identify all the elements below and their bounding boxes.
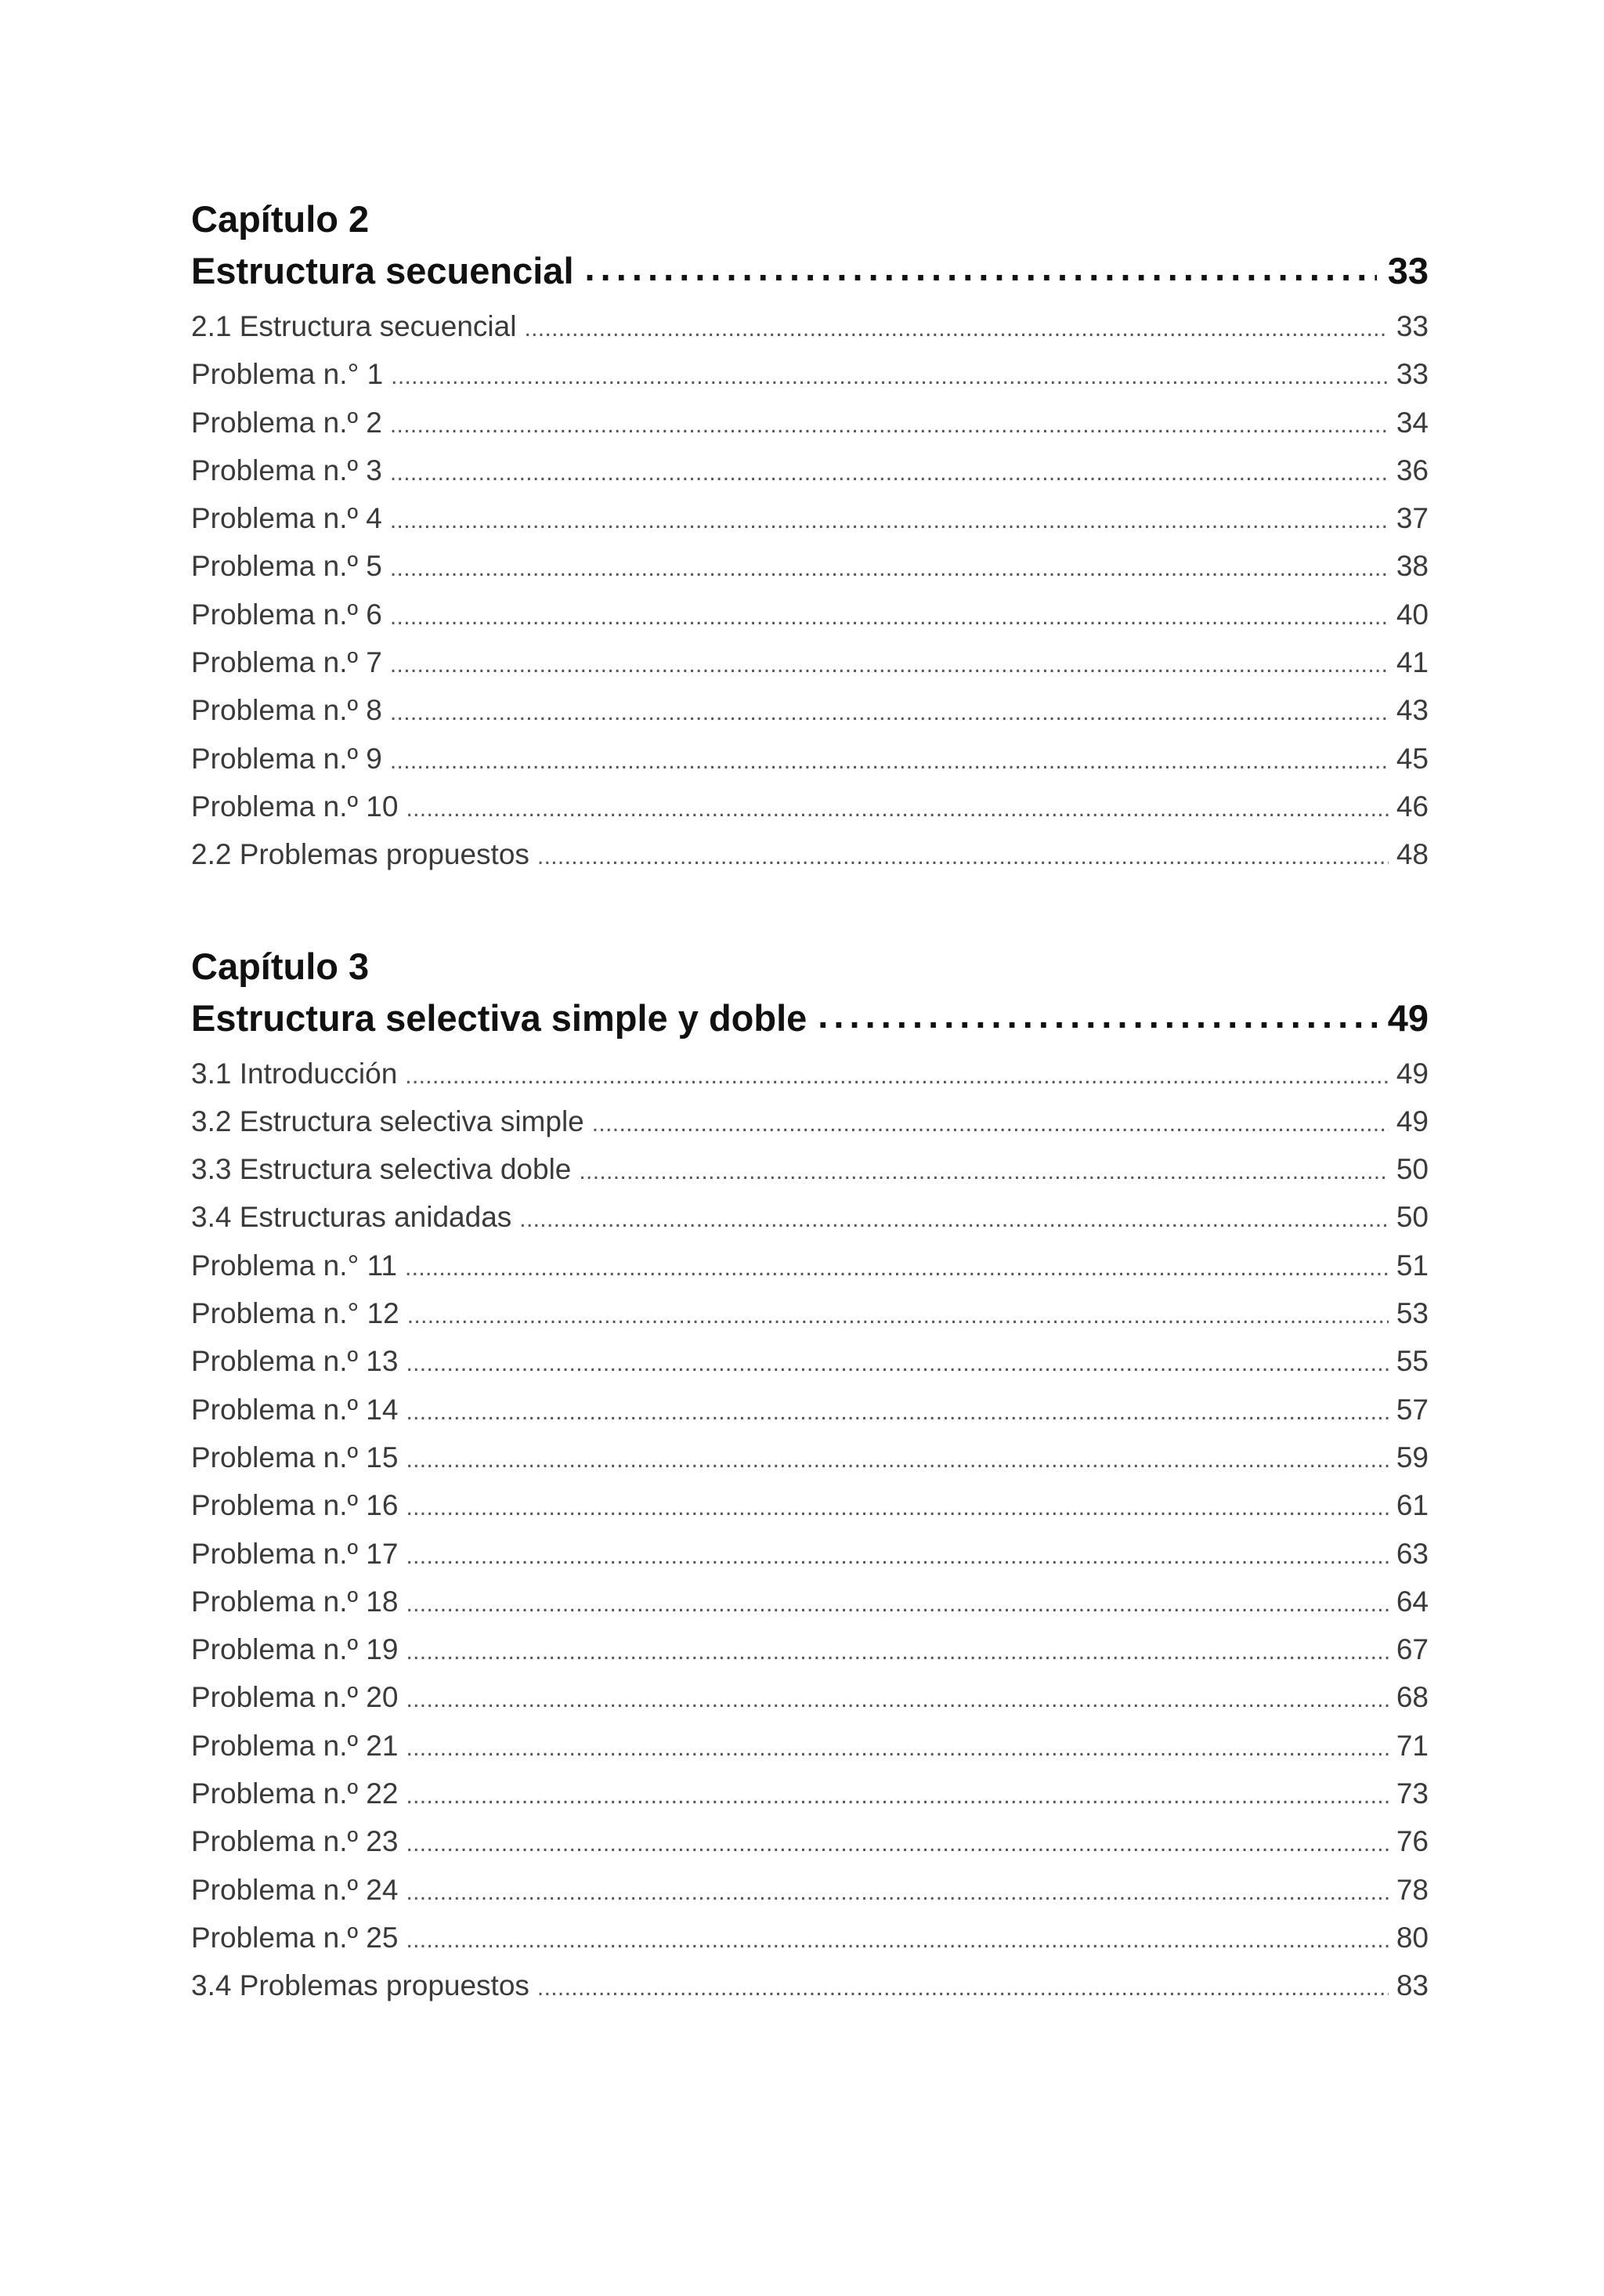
entry-page-number: 41 (1396, 646, 1429, 679)
dot-leader (390, 736, 1389, 784)
toc-entry[interactable] (191, 544, 1429, 591)
entry-page-number: 73 (1396, 1777, 1429, 1810)
entry-label: Problema n.º 4 (191, 502, 382, 535)
dot-leader (406, 1868, 1388, 1915)
toc-entry[interactable] (191, 640, 1429, 688)
entry-label: Problema n.º 6 (191, 598, 382, 631)
toc-entry[interactable] (191, 1915, 1429, 1963)
entry-label: Problema n.º 3 (191, 454, 382, 486)
dot-leader (585, 241, 1377, 295)
entry-page-number: 59 (1396, 1441, 1429, 1473)
entry-page-number: 57 (1396, 1393, 1429, 1426)
entry-label: Problema n.º 14 (191, 1393, 399, 1426)
entry-page-number: 33 (1396, 358, 1429, 391)
entry-label: Problema n.º 16 (191, 1489, 399, 1522)
toc-entry[interactable] (191, 1483, 1429, 1531)
entry-page-number: 67 (1396, 1633, 1429, 1666)
entry-label: 2.1 Estructura secuencial (191, 310, 517, 342)
chapter-title-row[interactable] (191, 244, 1429, 298)
entry-label: Problema n.º 21 (191, 1729, 399, 1762)
entry-label: 3.1 Introducción (191, 1057, 398, 1090)
chapter-2-section (191, 194, 1429, 880)
toc-entry[interactable] (191, 688, 1429, 736)
toc-entry[interactable] (191, 1291, 1429, 1339)
chapter-title: Estructura selectiva simple y doble (191, 996, 807, 1039)
toc-entry[interactable] (191, 352, 1429, 400)
entry-label: Problema n.º 19 (191, 1633, 399, 1666)
chapter-page-number: 49 (1387, 996, 1429, 1039)
dot-leader (519, 1195, 1389, 1242)
dot-leader (390, 544, 1389, 591)
dot-leader (537, 1963, 1389, 2011)
entry-page-number: 61 (1396, 1489, 1429, 1522)
entry-page-number: 50 (1396, 1153, 1429, 1186)
dot-leader (592, 1099, 1389, 1147)
toc-entry[interactable] (191, 1579, 1429, 1627)
toc-entry[interactable] (191, 1147, 1429, 1195)
entry-page-number: 51 (1396, 1249, 1429, 1282)
dot-leader (406, 1483, 1388, 1531)
toc-entry[interactable] (191, 592, 1429, 640)
toc-entry[interactable] (191, 1195, 1429, 1242)
dot-leader (406, 1915, 1388, 1963)
entry-page-number: 83 (1396, 1969, 1429, 2002)
entry-list (191, 1051, 1429, 2012)
entry-label: Problema n.º 9 (191, 742, 382, 775)
dot-leader (579, 1147, 1388, 1195)
toc-entry[interactable] (191, 1243, 1429, 1291)
toc-entry[interactable] (191, 1819, 1429, 1867)
dot-leader (390, 688, 1389, 736)
dot-leader (406, 1627, 1388, 1675)
entry-label: Problema n.° 1 (191, 358, 384, 391)
dot-leader (407, 1291, 1389, 1339)
toc-entry[interactable] (191, 496, 1429, 544)
entry-page-number: 33 (1396, 310, 1429, 342)
entry-label: Problema n.º 24 (191, 1873, 399, 1906)
toc-entry[interactable] (191, 784, 1429, 832)
entry-label: Problema n.º 17 (191, 1537, 399, 1570)
dot-leader (406, 1675, 1388, 1723)
entry-page-number: 64 (1396, 1585, 1429, 1618)
dot-leader (390, 592, 1389, 640)
toc-entry[interactable] (191, 448, 1429, 496)
dot-leader (406, 1435, 1388, 1483)
toc-entry[interactable] (191, 304, 1429, 352)
entry-label: Problema n.º 15 (191, 1441, 399, 1473)
entry-label: Problema n.º 10 (191, 790, 399, 823)
dot-leader (406, 1771, 1388, 1819)
dot-leader (406, 1531, 1388, 1579)
toc-entry[interactable] (191, 1963, 1429, 2011)
dot-leader (391, 352, 1389, 400)
entry-label: Problema n.º 5 (191, 550, 382, 583)
dot-leader (818, 989, 1376, 1042)
entry-label: Problema n.º 7 (191, 646, 382, 679)
toc-entry[interactable] (191, 1099, 1429, 1147)
entry-label: 3.2 Estructura selectiva simple (191, 1105, 584, 1137)
entry-page-number: 48 (1396, 838, 1429, 871)
dot-leader (406, 1339, 1388, 1387)
entry-label: Problema n.º 23 (191, 1825, 399, 1858)
dot-leader (406, 1387, 1388, 1435)
dot-leader (390, 496, 1389, 544)
chapter-title: Estructura secuencial (191, 250, 574, 291)
entry-page-number: 80 (1396, 1921, 1429, 1954)
toc-entry[interactable] (191, 832, 1429, 880)
dot-leader (405, 1243, 1389, 1291)
toc-entry[interactable] (191, 1627, 1429, 1675)
entry-page-number: 76 (1396, 1825, 1429, 1858)
entry-page-number: 34 (1396, 406, 1429, 439)
toc-entry[interactable] (191, 1339, 1429, 1387)
toc-entry[interactable] (191, 400, 1429, 448)
entry-label: 2.2 Problemas propuestos (191, 838, 529, 871)
toc-entry[interactable] (191, 1675, 1429, 1723)
entry-page-number: 37 (1396, 502, 1429, 535)
entry-page-number: 68 (1396, 1681, 1429, 1714)
dot-leader (405, 1051, 1389, 1099)
dot-leader (406, 784, 1388, 832)
entry-label: Problema n.º 25 (191, 1921, 399, 1954)
toc-entry[interactable] (191, 1723, 1429, 1771)
chapter-page-number: 33 (1387, 250, 1429, 291)
chapter-label: Capítulo 3 (191, 945, 370, 987)
dot-leader (406, 1579, 1388, 1627)
entry-label: Problema n.º 20 (191, 1681, 399, 1714)
dot-leader (390, 640, 1389, 688)
entry-page-number: 46 (1396, 790, 1429, 823)
entry-page-number: 50 (1396, 1201, 1429, 1234)
toc-entry[interactable] (191, 1051, 1429, 1099)
entry-list (191, 304, 1429, 880)
entry-page-number: 49 (1396, 1105, 1429, 1137)
entry-label: 3.4 Problemas propuestos (191, 1969, 529, 2002)
dot-leader (524, 304, 1388, 352)
entry-page-number: 38 (1396, 550, 1429, 583)
entry-page-number: 36 (1396, 454, 1429, 486)
toc-entry[interactable] (191, 1771, 1429, 1819)
entry-page-number: 43 (1396, 694, 1429, 727)
toc-entry[interactable] (191, 1531, 1429, 1579)
entry-label: Problema n.º 2 (191, 406, 382, 439)
toc-entry[interactable] (191, 736, 1429, 784)
dot-leader (390, 448, 1389, 496)
entry-label: Problema n.º 8 (191, 694, 382, 727)
entry-page-number: 45 (1396, 742, 1429, 775)
toc-entry[interactable] (191, 1435, 1429, 1483)
entry-page-number: 63 (1396, 1537, 1429, 1570)
chapter-label: Capítulo 2 (191, 198, 370, 240)
entry-page-number: 71 (1396, 1729, 1429, 1762)
chapter-title-row[interactable] (191, 992, 1429, 1045)
entry-page-number: 40 (1396, 598, 1429, 631)
chapter-3-section (191, 942, 1429, 2012)
table-of-contents (191, 194, 1429, 2073)
entry-label: Problema n.° 12 (191, 1297, 399, 1330)
entry-page-number: 49 (1396, 1057, 1429, 1090)
entry-label: Problema n.º 18 (191, 1585, 399, 1618)
entry-label: 3.4 Estructuras anidadas (191, 1201, 512, 1234)
entry-label: Problema n.° 11 (191, 1249, 397, 1282)
entry-label: 3.3 Estructura selectiva doble (191, 1153, 572, 1186)
entry-page-number: 78 (1396, 1873, 1429, 1906)
dot-leader (390, 400, 1389, 448)
entry-page-number: 55 (1396, 1345, 1429, 1378)
entry-label: Problema n.º 22 (191, 1777, 399, 1810)
toc-entry[interactable] (191, 1387, 1429, 1435)
entry-page-number: 53 (1396, 1297, 1429, 1330)
dot-leader (406, 1723, 1388, 1771)
dot-leader (406, 1819, 1388, 1867)
dot-leader (537, 832, 1389, 880)
entry-label: Problema n.º 13 (191, 1345, 399, 1378)
toc-entry[interactable] (191, 1868, 1429, 1915)
